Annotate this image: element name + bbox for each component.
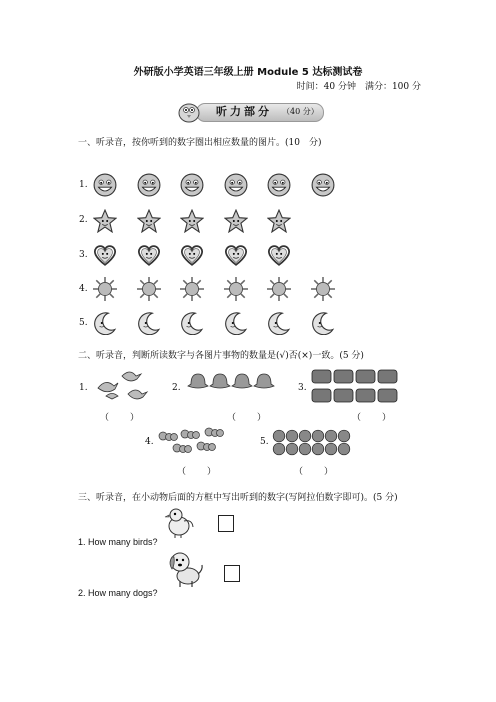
answer-parens[interactable]: （ ） bbox=[227, 413, 268, 423]
row-number: 1. bbox=[79, 180, 88, 190]
apple-icon bbox=[325, 443, 337, 455]
heart-icon[interactable] bbox=[137, 243, 161, 267]
answer-parens[interactable]: （ ） bbox=[294, 467, 335, 477]
star-icon[interactable] bbox=[224, 209, 248, 233]
heart-icon[interactable] bbox=[224, 243, 248, 267]
moon-icon[interactable] bbox=[180, 311, 204, 335]
dog-icon bbox=[166, 548, 204, 588]
moon-icon[interactable] bbox=[311, 311, 335, 335]
question-birds: 1. How many birds? bbox=[78, 537, 158, 547]
apple-icon bbox=[286, 443, 298, 455]
answer-parens[interactable]: （ ） bbox=[100, 413, 141, 423]
time-info: 时间：40 分钟 满分：100 分 bbox=[296, 82, 421, 92]
answer-box[interactable] bbox=[224, 565, 240, 582]
moon-icon[interactable] bbox=[93, 311, 117, 335]
smiley-face-icon[interactable] bbox=[311, 173, 335, 197]
star-icon[interactable] bbox=[137, 209, 161, 233]
heart-icon[interactable] bbox=[93, 243, 117, 267]
answer-parens[interactable]: （ ） bbox=[352, 413, 393, 423]
sun-icon[interactable] bbox=[224, 277, 248, 301]
row-number: 4. bbox=[79, 284, 88, 294]
banner-label: 听力部分 bbox=[216, 105, 272, 118]
smiley-face-icon[interactable] bbox=[267, 173, 291, 197]
apples-picture bbox=[272, 429, 352, 457]
caterpillars-picture bbox=[157, 424, 227, 454]
star-icon[interactable] bbox=[267, 209, 291, 233]
answer-box[interactable] bbox=[218, 515, 234, 532]
row-number: 3. bbox=[79, 250, 88, 260]
birds-picture bbox=[92, 366, 154, 404]
star-icon[interactable] bbox=[93, 209, 117, 233]
smiley-face-icon[interactable] bbox=[224, 173, 248, 197]
moon-icon[interactable] bbox=[224, 311, 248, 335]
hats-picture bbox=[186, 368, 276, 392]
row-number: 5. bbox=[79, 318, 88, 328]
item-number: 4. bbox=[145, 437, 154, 447]
apple-icon bbox=[286, 430, 298, 442]
listening-banner bbox=[176, 99, 324, 123]
apple-icon bbox=[338, 443, 350, 455]
apple-icon bbox=[325, 430, 337, 442]
sun-icon[interactable] bbox=[311, 277, 335, 301]
section2-instruction: 二、听录音，判断所读数字与各图片事物的数量是(√)否(×)一致。(5 分) bbox=[78, 351, 364, 361]
moon-icon[interactable] bbox=[137, 311, 161, 335]
item-number: 1. bbox=[79, 383, 88, 393]
apple-icon bbox=[273, 430, 285, 442]
cartoon-bird-icon bbox=[176, 99, 202, 123]
smiley-face-icon[interactable] bbox=[137, 173, 161, 197]
sun-icon[interactable] bbox=[137, 277, 161, 301]
apple-icon bbox=[299, 443, 311, 455]
row-number: 2. bbox=[79, 215, 88, 225]
banner-score: （40 分） bbox=[282, 107, 319, 116]
sun-icon[interactable] bbox=[267, 277, 291, 301]
gloves-picture bbox=[310, 368, 402, 406]
item-number: 5. bbox=[260, 437, 269, 447]
moon-icon[interactable] bbox=[267, 311, 291, 335]
page-title: 外研版小学英语三年级上册 Module 5 达标测试卷 bbox=[133, 67, 363, 78]
bird-icon bbox=[162, 505, 196, 539]
apple-icon bbox=[273, 443, 285, 455]
apple-icon bbox=[299, 430, 311, 442]
item-number: 3. bbox=[298, 383, 307, 393]
star-icon[interactable] bbox=[180, 209, 204, 233]
apple-icon bbox=[312, 443, 324, 455]
apple-icon bbox=[338, 430, 350, 442]
sun-icon[interactable] bbox=[93, 277, 117, 301]
smiley-face-icon[interactable] bbox=[180, 173, 204, 197]
heart-icon[interactable] bbox=[180, 243, 204, 267]
question-dogs: 2. How many dogs? bbox=[78, 588, 158, 598]
apple-icon bbox=[312, 430, 324, 442]
heart-icon[interactable] bbox=[267, 243, 291, 267]
sun-icon[interactable] bbox=[180, 277, 204, 301]
section1-instruction: 一、听录音，按你听到的数字圈出相应数量的图片。(10 分) bbox=[78, 138, 322, 148]
answer-parens[interactable]: （ ） bbox=[177, 467, 218, 477]
section3-instruction: 三、听录音，在小动物后面的方框中写出听到的数字(写阿拉伯数字即可)。(5 分) bbox=[78, 493, 398, 503]
smiley-face-icon[interactable] bbox=[93, 173, 117, 197]
item-number: 2. bbox=[172, 383, 181, 393]
